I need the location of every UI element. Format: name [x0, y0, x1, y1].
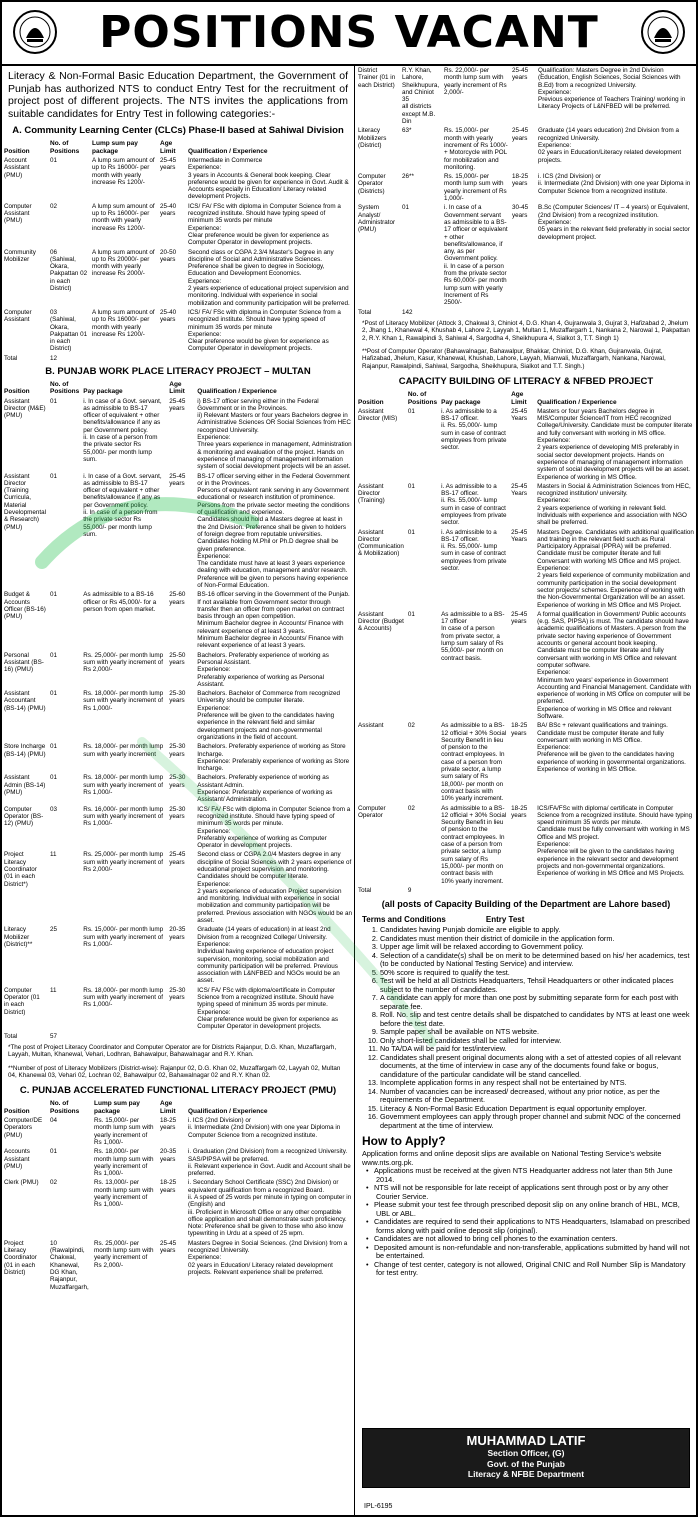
cell-no: 01 [50, 743, 58, 751]
total-value: 57 [50, 1032, 58, 1040]
section-d-title: CAPACITY BUILDING OF LITERACY & NFBED PROJECT [398, 376, 654, 388]
cell-age: 18-25 years [512, 173, 529, 188]
section-c-table [2, 1099, 354, 1291]
table-row [356, 610, 696, 721]
cell-position: System Analyst/ Administrator (PMU) [358, 204, 396, 234]
how-to-apply-item: • Applications must be received at the given NTS Headquarter address not later than 5th June 2014. [376, 1167, 690, 1184]
cell-qual: Bachelors. Preferably experience of working as Personal Assistant. Experience: Preferably experience of working as Personal Assistant. [197, 651, 329, 688]
cell-no: 02 [50, 202, 58, 210]
table-row [2, 1178, 354, 1238]
cell-age: 25-45 years [512, 67, 529, 82]
table-row [356, 721, 696, 803]
cell-position: Computer Operator (Districts) [358, 173, 386, 195]
cell-pay: Rs. 18,000/- per month lump sum with yearly increment [83, 743, 164, 758]
cell-age: 18-25 years [511, 804, 528, 819]
table-row [2, 397, 354, 472]
section-a-title: A. Community Learning Center (CLCs) Phase-II based at Sahiwal Division [12, 125, 344, 137]
cell-pay: As admissible to a BS-12 official + 30% Social Security Benefit in lieu of pension to the contract employees. In case of a person from private sector, a lump sum salary of Rs 15,000/- per month on contract basis with 10% yearly increment. [441, 804, 507, 885]
total-label: Total [358, 308, 372, 316]
table-row [2, 773, 354, 804]
cell-position: Computer Assistant (PMU) [4, 202, 32, 225]
cell-qual: Masters Degree. Candidates with additional qualification and training in the relevant field such as Rural Participatory Appraisal (PPRA) will be preferred. Candidate must be computer literate and full Conversant with working MS Office and MS project. Experience: 2 years field experience of community mobilization and community participation in the social development sector projects/ schemes. Experience of working with the Non-Governmental Organization will be an asset. Experience of working in MS Office and MS Project. [537, 528, 694, 609]
cell-pay: As admissible to a BS-12 official + 30% Social Security Benefit in lieu of pension to the contract employees. In case of a person from private sector, a lump sum salary of Rs 18,000/- per month on contract basis with 10% yearly increment. [441, 722, 507, 803]
cell-position: Accounts Assistant (PMU) [4, 1148, 30, 1170]
terms-item: 12. Candidates shall present original documents along with a set of attested copies of all relevant documents, at the time of interview in case any of the documents found fake or bogus, candidature of the particular candidate will be stand cancelled. [380, 1054, 690, 1080]
cell-no: 04 [50, 1117, 58, 1125]
cell-qual: i. Secondary School Certificate (SSC) 2nd Division) or equivalent qualification from a recognized Board. ii. A speed of 25 words per minute in typing on computer in (English) and iii. Proficient in Microsoft Office or any other compatible office application and shall demonstrate such proficiency. Note: Preference shall be given to those who also know typewriting in Urdu at a speed of 25 wpm. [188, 1179, 352, 1238]
cell-qual: ICS/FA/FSc with diploma/ certificate in Computer Science from a recognized institute. Should have typing speed minimum 35 words per minute. Candidate must be fully conversant with working in MS Office and MS project. Experience: Preference will be given to the candidates having experience in the relevant sector and development projects and non-governmental organizations. Experience of working in MS Office and MS Projects. [537, 804, 693, 878]
cell-pay: Rs. 25,000/- per month lump sum with yearly increment of Rs 2,000/- [83, 651, 164, 674]
cell-no: 01 [50, 1148, 58, 1156]
table-row [356, 203, 696, 307]
signatory-name: MUHAMMAD LATIF [466, 1433, 586, 1448]
col-no: No. of Positions [50, 140, 80, 155]
cell-position: Computer Operator (01 in each District) [4, 986, 40, 1016]
terms-item: 6. Test will be held at all Districts Headquarters, Tehsil Headquarters or other indicated places subject to the number of candidates. [380, 977, 690, 994]
total-value: 9 [407, 886, 412, 894]
signature-block [362, 1428, 690, 1488]
col-no: No. of Positions [407, 391, 438, 406]
col-no: No. of Positions [50, 1100, 80, 1115]
cell-pay: As admissible to a BS-17 officer In case of a person from private sector, a lump sum salary of Rs 55,000/- per month on contract basis. [441, 610, 505, 662]
cell-age: 25-45 years [160, 1239, 177, 1255]
table-row [356, 528, 696, 610]
terms-item: 5. 50% score is required to qualify the test. [380, 969, 690, 978]
table-row [2, 1116, 354, 1147]
col-qual: Qualification / Experience [188, 147, 268, 155]
col-age: Age Limit [169, 380, 185, 396]
cell-no: 63* [402, 127, 412, 135]
cell-no: 01 [50, 472, 58, 480]
cell-age: 20-35 years [169, 926, 186, 941]
table-row [2, 472, 354, 591]
col-pay: Lump sum pay package [92, 140, 138, 155]
cell-position: Assistant Admin (BS-14) (PMU) [4, 774, 46, 797]
col-pay: Pay package [83, 388, 123, 396]
right-column [356, 66, 696, 1516]
cell-qual: i) BS-17 officer serving either in the Federal Government or in the Provinces. ii) Relevant Masters or four years Bachelors degree in Administrative Sciences OR Social Sciences from HEC recognized University. Experience: Three years experience in management, Administration & monitoring and evaluation of the project. Hands on experience of managing of management information system of social development projects will be an asset. [197, 397, 352, 471]
cell-qual: ICS/ FA/ FSc with diploma in Computer Science from a recognized institute. Should have typing speed of minimum 35 words per minute Experience: Clear preference would be given for experience as Computer Operator in development projects. [188, 308, 341, 353]
how-to-apply-item: • NTS will not be responsible for late receipt of applications sent through post or by any other Courier Service. [376, 1184, 690, 1201]
cell-no: 01 [50, 690, 58, 698]
terms-list [356, 926, 696, 1130]
cell-age: 20-35 years [160, 1148, 177, 1163]
cell-position: Assistant Accountant (BS-14) (PMU) [4, 690, 46, 712]
terms-item: 15. Literacy & Non-Formal Basic Education Department is equal opportunity employer. [380, 1105, 690, 1114]
cell-pay: i. As admissible to a BS-17 officer. ii. Rs. 55,000/- lump sum in case of contract employees from private sector. [441, 407, 507, 452]
section-b-note-2: **Number of post of Literacy Mobilizers (District-wise): Rajanpur 02, D.G. Khan 02, Muzaffargarh 02, Layyah 02, Multan 04, Khanewal 03, Vehari 02, Lochran 02, Bahawalpur 02, Bahawalnagar 02 and R.Y. Khan 02. [8, 1064, 341, 1080]
cell-position: Personal Assistant (BS-16) (PMU) [4, 651, 44, 674]
cell-age: 25-45 years [169, 851, 186, 866]
cell-age: 25-40 years [160, 308, 177, 324]
cell-no: 01 [50, 774, 58, 782]
cell-position: District Trainer (01 in each District) [358, 67, 396, 89]
cell-qual: i. Graduation (2nd Division) from a recognized University. SAS/PIPSA will be preferred. ii. Relevant experience in Govt. Audit and Account shall be preferred. [188, 1148, 351, 1178]
cell-pay: Rs. 18,000/- per month lump sum with yearly increment of Rs 1,000/- [83, 774, 164, 797]
terms-item: 2. Candidates must mention their district of domicile in the application form. [380, 935, 690, 944]
cell-no: R.Y. Khan, Lahore, Sheikhupura, and Chiniot 35 all districts except M.B. Din [402, 67, 440, 126]
cell-no: 11 [50, 851, 57, 859]
terms-item: 13. Incomplete application forms in any respect shall not be entertained by NTS. [380, 1079, 690, 1088]
terms-item: 7. A candidate can apply for more than one post by submitting separate form for each post with separate fee. [380, 994, 690, 1011]
how-to-apply-item: • Candidates are required to send their applications to NTS Headquarters, Islamabad on prescribed forms along with paid online deposit slip (original). [376, 1218, 690, 1235]
col-age: Age Limit [160, 1100, 176, 1115]
cell-no: 01 [407, 528, 415, 536]
col-pay: Lump sum pay package [94, 1100, 140, 1115]
cell-no: 06 (Sahiwal, Okara, Pakpattan 02 in each District) [50, 248, 88, 293]
continued-table [356, 66, 696, 317]
cell-age: 30-45 years [512, 204, 529, 219]
cell-position: Computer Operator [358, 804, 386, 819]
total-value: 12 [50, 354, 58, 362]
cell-pay: Rs. 22,000/- per month lump sum with yearly increment of Rs 2,000/- [444, 67, 507, 96]
terms-item: 11. No TA/DA will be paid for test/interview. [380, 1045, 690, 1054]
cell-pay: A lump sum amount of up to Rs 16000/- per month with yearly increase Rs 1200/- [92, 308, 155, 338]
table-row [2, 986, 354, 1032]
cell-qual: Graduate (14 years of education) in at least 2nd Division from a recognized College/ University. Experience: Individual having experience of education project supervision, monitoring, social mobilization and community participation will be preferred. Previous association with L&NFBED and NGOs would be an asset. [197, 926, 340, 985]
cell-pay: Rs. 16,000/- per month lump sum with yearly increment of Rs 1,000/- [83, 805, 164, 828]
how-to-apply-item: • Please submit your test fee through prescribed deposit slip on any online branch of HBL, MCB, UBL or ABL. [376, 1201, 690, 1218]
section-b-note-1: *The post of Project Literacy Coordinator and Computer Operator are for Districts Rajanpur, D.G. Khan, Muzaffargarh, Layyah, Multan, Khanewal, Vehari, Lodhran, Bahawalpur, Bahawalnagar and R.Y. Khan. [8, 1043, 337, 1059]
table-row [2, 805, 354, 851]
cell-no: 01 [50, 591, 58, 599]
col-qual: Qualification / Experience [197, 388, 277, 396]
table-row [2, 850, 354, 925]
table-row [356, 172, 696, 203]
terms-item: 9. Sample paper shall be available on NTS website. [380, 1028, 690, 1037]
total-value: 142 [402, 308, 413, 316]
cell-position: Assistant Director (MIS) [358, 407, 398, 423]
cell-pay: Rs. 25,000/- per month lump sum with yearly increment of Rs 2,000/- [83, 851, 164, 873]
total-row [2, 1032, 354, 1041]
section-b-table [2, 380, 354, 1041]
cell-no: 01 [402, 204, 410, 212]
left-column [2, 66, 355, 1516]
cell-age: 25-45 years [160, 156, 177, 172]
col-qual: Qualification / Experience [537, 398, 617, 406]
cell-qual: Bachelors. Preferably experience of working as Assistant Admin. Experience: Preferably experience of working as Assistant/ Administration. [197, 774, 333, 804]
cell-age: 25-30 years [169, 743, 186, 758]
table-row [356, 126, 696, 172]
terms-item: 8. Roll. No. slip and test centre details shall be dispatched to candidates by NTS at least one week before the test date. [380, 1011, 690, 1028]
cell-qual: Graduate (14 years education) 2nd Division from a recognized University. Experience: 02 years in Education/Literacy related development projects. [538, 127, 682, 164]
cell-no: 03 [50, 805, 58, 813]
cell-no: 26** [402, 173, 414, 181]
cell-pay: A lump sum amount of up to Rs 16000/- per month with yearly increase Rs 1200/- [92, 156, 155, 186]
cell-qual: BA/ BSc + relevant qualifications and trainings. Candidate must be computer literate and fully conversant with working in MS Office. Experience: Preference will be given to the candidates having experience of working in governmental organizations. Experience of working in MS Office. [537, 722, 686, 774]
signatory-department: Literacy & NFBE Department [467, 1469, 585, 1479]
cell-position: Assistant [358, 722, 384, 730]
cell-pay: Rs. 15,000/- per month with yearly increment of Rs 1000/- + Motorcycle with POL for mobilization and monitoring. [444, 127, 508, 171]
col-age: Age Limit [160, 140, 176, 155]
how-to-apply-item: • Deposited amount is non-refundable and non-transferable, applications submitted by hand will not be entertained. [376, 1244, 690, 1261]
table-row [2, 156, 354, 202]
cell-age: 25-40 years [160, 202, 177, 218]
section-c-title: C. PUNJAB ACCELERATED FUNCTIONAL LITERACY PROJECT (PMU) [19, 1085, 337, 1097]
table-row [356, 804, 696, 886]
cell-age: 25-30 years [169, 986, 186, 1002]
section-a-table [2, 139, 354, 363]
cell-qual: Qualification: Masters Degree in 2nd Division (Education, English Sciences, Social Sciences with B.Ed) from a recognized University. Experience: Previous experience of Teachers Training/ working in Literacy Projects of L&NFBED will be preferred. [538, 67, 686, 111]
lahore-note: (all posts of Capacity Building of the Department are Lahore based) [381, 899, 671, 910]
section-b-title: B. PUNJAB WORK PLACE LITERACY PROJECT – MULTAN [45, 365, 311, 377]
cell-no: 02 [50, 1179, 58, 1187]
cell-position: Budget & Accounts Officer (BS-16) (PMU) [4, 591, 46, 621]
table-row [356, 482, 696, 528]
cell-pay: i. As admissible to a BS-17 officer. ii. Rs. 55,000/- lump sum in case of contract employees from private sector. [441, 528, 507, 573]
cell-position: Assistant Director (Communication & Mobilization) [358, 528, 404, 558]
total-label: Total [4, 354, 18, 362]
col-pay: Pay package [441, 398, 481, 406]
table-row [2, 308, 354, 354]
terms-item: 14. Number of vacancies can be increased/ decreased, without any prior notice, as per the requirements of the Department. [380, 1088, 690, 1105]
page-title: POSITIONS VACANT [99, 7, 599, 58]
cell-pay: A lump sum amount of up to Rs 20000/- per month with yearly increase Rs 2000/- [92, 248, 155, 278]
col-position: Position [4, 147, 30, 155]
total-row [2, 354, 354, 363]
cell-age: 25-30 years [169, 774, 186, 789]
cell-pay: i. As admissible to a BS-17 officer. ii. Rs. 55,000/- lump sum in case of contract employees from private sector. [441, 482, 507, 527]
cell-position: Assistant Director (M&E) (PMU) [4, 397, 46, 420]
cell-age: 25-50 years [169, 651, 186, 666]
terms-item: 1. Candidates having Punjab domicile are eligible to apply. [380, 926, 690, 935]
how-to-apply-title: How to Apply? [362, 1134, 446, 1149]
cell-age: 25-30 years [169, 690, 186, 705]
cell-qual: Second class or CGPA 2.3/4 Master's Degree in any discipline of Social and Administrative Sciences. Preference shall be given to degree in Sociology, Education and Development Economics. Experience: 2 years experience of educational project supervision and monitoring. Individual with experience in social mobilization and community participation will be preferred. [188, 248, 350, 307]
cell-no: 01 [50, 397, 58, 405]
table-row [356, 407, 696, 482]
signatory-designation: Section Officer, (G) [487, 1448, 565, 1458]
ipl-number: IPL-6195 [364, 1503, 393, 1510]
cell-pay: Rs. 18,000/- per month lump sum with yearly increment of Rs 1,000/- [83, 690, 164, 712]
cell-qual: ICS/ FA/ FSc with diploma in Computer Science from a recognized institute. Should have typing speed of minimum 35 words per minute Experience: Clear preference would be given for experience as Computer Operator in development projects. [188, 202, 341, 247]
total-label: Total [358, 886, 372, 894]
cell-qual: Bachelors. Preferably experience of working as Store Incharge. Experience: Preferably experience of working as Store Incharge. [197, 743, 350, 773]
cell-position: Project Literacy Coordinator (01 in each District) [4, 1239, 37, 1276]
table-row [2, 742, 354, 773]
cell-position: Computer/DE Operators (PMU) [4, 1117, 43, 1139]
cell-qual: Second class or CGPA 2.0/4 Masters degree in any discipline of Social Sciences with 2 years experience of educational project supervision and monitoring. Candidates should be computer literate. Experience: 2 years experience of education Project supervision and monitoring. Individual with experience in social mobilization and community participation will be preferred. Previous association with NGOs would be an asset. [197, 851, 352, 925]
cell-qual: i. ICS (2nd Division) or ii. Intermediate (2nd Division) with one year Diploma in Computer Science from a recognized institute. [538, 173, 691, 195]
punjab-government-logo-icon [640, 8, 686, 56]
col-qual: Qualification / Experience [188, 1107, 268, 1115]
cell-position: Community Mobilizer [4, 248, 36, 263]
cell-qual: ICS/ FA/ FSc with diploma/certificate in Computer Science from a recognized institute. Should have typing speed of minimum 35 words per minute. Experience: Clear preference would be given for experience as Computer Operator in development projects. [197, 986, 338, 1031]
cell-position: Account Assistant (PMU) [4, 156, 30, 179]
ad-header [2, 2, 696, 66]
total-label: Total [4, 1032, 18, 1040]
col-position: Position [4, 388, 30, 396]
cell-position: Literacy Mobilizer (District)** [4, 926, 33, 948]
cell-no: 01 [50, 651, 58, 659]
right-note-2: **Post of Computer Operator (Bahawalnagar, Bahawalpur, Bhakkar, Chiniot, D.G. Khan, Gujranwala, Gujrat, Hafizabad, Jhelum, Kasur, Khanewal, Khushab, Lahore, Layyah, Mianwali, Muzaffargarh, Nankana, Narowal, Rajanpur, Rawalpindi, Sahiwal, Sargodha, Sheikhupura, Sialkot and T.T. Singh.) [362, 348, 666, 370]
cell-pay: i. In case of a Govt. servant, as admissible to BS-17 officer of equivalent + other benefits/allowance if any as per Government policy. ii. In case of a person from the private sector Rs 55,000/- per month lump sum. [83, 397, 162, 463]
cell-no: 01 [407, 482, 415, 490]
table-header-row [2, 139, 354, 156]
cell-pay: Rs. 25,000/- per month lump sum with yearly increment of Rs 2,000/- [94, 1239, 154, 1269]
terms-item: 3. Upper age limit will be relaxed according to Government policy. [380, 943, 690, 952]
table-row [2, 202, 354, 248]
total-row [356, 886, 696, 895]
cell-position: Computer Operator (BS-12) (PMU) [4, 805, 44, 828]
cell-age: 25-60 years [169, 591, 186, 606]
cell-age: 20-50 years [160, 248, 177, 263]
terms-item: 16. Government employees can apply through proper channel and submit NOC of the concerned department at the time of interview. [380, 1113, 690, 1130]
cell-age: 18-25 years [160, 1117, 177, 1132]
cell-qual: BS-16 officer serving in the Government of the Punjab. If not available from Government sector through transfer then an officer from open market on contract basis through an open competition. Minimum Bachelor degree in Accounts/ Finance with relevant experience of at least 3 years. Minimum Bachelor degree in Accounts/ Finance with relevant experience of at least 3 years. [197, 591, 350, 650]
table-row [2, 1239, 354, 1292]
cell-age: 25-45 years [169, 472, 186, 487]
cell-pay: i. In case of a Govt. servant, as admissible to BS-17 officer of equivalent + other benefits/allowance if any as per Government policy. ii. In case of a person from the private sector Rs 55,000/- per month lump sum. [83, 472, 162, 538]
col-position: Position [4, 1107, 30, 1115]
cell-age: 25-45 Years [511, 528, 528, 543]
cell-position: Clerk (PMU) [4, 1179, 39, 1187]
cell-qual: Intermediate in Commerce Experience: 3 years in Accounts & General book keeping. Clear preference would be given for experience in Govt. Audit & Accounts especially in Education/ Literacy related development Projects. [188, 156, 349, 201]
section-d-table [356, 390, 696, 895]
table-header-row [2, 380, 354, 397]
total-row [356, 308, 696, 317]
table-header-row [356, 390, 696, 407]
cell-qual: ICS/ FA/ FSc with diploma in Computer Science from a recognized institute. Should have typing speed of minimum 35 words per minute. Experience: Preferably experience of working as Computer Operator in development projects. [197, 805, 351, 850]
cell-qual: Masters Degree in Social Sciences. (2nd Division) from a recognized University. Experience: 02 years in Education/ Literacy related development projects. Relevant experience shall be preferred. [188, 1239, 348, 1276]
cell-qual: B.Sc (Computer Sciences/ IT – 4 years) or Equivalent, (2nd Division) from a recognized institution. Experience: 05 years in the relevant field preferably in social sector development project. [538, 204, 690, 241]
terms-item: 4. Selection of a candidate(s) shall be on merit to be determined based on his/ her academics, test (to be conducted by National Testing Service) and interview. [380, 952, 690, 969]
cell-age: 25-45 years [169, 397, 186, 412]
entry-test-label: Entry Test [485, 915, 525, 925]
cell-pay: Rs. 15,000/- per month lump sum with yearly increment of Rs 1,000/- [444, 173, 507, 203]
signatory-government: Govt. of the Punjab [487, 1458, 565, 1469]
cell-no: 25 [50, 926, 58, 934]
cell-pay: Rs. 13,000/- per month lump sum with yearly increment of Rs 1,000/- [94, 1179, 154, 1209]
right-note-1: *Post of Literacy Mobilizer (Attock 3, Chakwal 3, Chiniot 4, D.G. Khan 4, Gujranwala 3, Gujrat 3, Hafizabad 2, Jhelum 2, Jhang 1, Khanewal 4, Khushab 4, Lahore 2, Layyah 1, Multan 1, Muzaffargarh 1, Nankana 2, Narowal 1, Pakpattan 2, R.Y. Khan 1, Rawalpindi 3, Sahiwal 4, Sargodha 4, Sheikhupura 4, Sialkot 3, T.T. Singh 1) [362, 319, 690, 342]
cell-pay: i. In case of a Government servant as admissible to a BS-17 officer or equivalent + other benefits/allowance, if any, as per Government policy. ii. In case of a person from the private sector Rs 60,000/- per month lump sum with yearly Increment of Rs 2500/- [444, 204, 508, 307]
cell-no: 10 (Rawalpindi, Chakwal, Khanewal, DG Khan, Rajanpur, Muzaffargarh, [50, 1239, 89, 1291]
table-row [2, 590, 354, 650]
terms-item: 10. Only short-listed candidates shall be called for interview. [380, 1037, 690, 1046]
cell-pay: Rs. 18,000/- per month lump sum with yearly increment of Rs 1,000/- [83, 986, 164, 1009]
how-to-apply-list [356, 1167, 696, 1278]
terms-title: Terms and Conditions [362, 915, 446, 925]
cell-no: 03 (Sahiwal, Okara, Pakpattan 01 in each District) [50, 308, 88, 353]
table-row [356, 66, 696, 126]
cell-position: Computer Assistant [4, 308, 32, 324]
how-to-apply-intro: Application forms and online deposit slips are available on National Testing Service's website www.nts.org.pk. [362, 1149, 662, 1167]
cell-qual: A formal qualification in Government/ Public accounts (e.g. SAS, PIPSA) is must. The candidate should have academic qualifications of Masters. A person from the private sector having experience of Government accounts or general account book keeping. Candidate must be computer literate and fully conversant with working in MS Office and relevant computer software. Experience: Minimum two years' experience in Government Accounting and Financial Management. Candidate with experience of working in MS Office on computer will be preferred. Experience of working in MS Office and relevant Software. [537, 610, 692, 720]
cell-pay: A lump sum amount of up to Rs 16000/- per month with yearly increase Rs 1200/- [92, 202, 155, 232]
cell-age: 25-45 Years [511, 482, 528, 498]
cell-age: 25-45 years [511, 610, 528, 626]
cell-position: Assistant Director (Budget & Accounts) [358, 610, 404, 633]
cell-no: 01 [407, 407, 415, 415]
cell-pay: As admissible to a BS-16 officer or Rs 45,000/- for a person from open market. [83, 591, 157, 613]
cell-no: 02 [407, 722, 415, 730]
cell-age: 25-45 years [512, 127, 529, 142]
cell-position: Assistant Director (Training) [358, 482, 385, 505]
cell-position: Project Literacy Coordinator (01 in each District*) [4, 851, 37, 888]
col-position: Position [358, 398, 384, 406]
table-row [2, 689, 354, 742]
table-row [2, 925, 354, 985]
cell-age: 25-30 years [169, 805, 186, 820]
cell-qual: BS-17 officer serving either in the Federal Government or in the Provinces. Persons of equivalent rank serving in any Government educational or research institution of prominence. Persons from the private sector meeting the conditions of qualification and experience. Candidates should hold a Masters degree at least in the 2nd Division. Preference shall be given to holders of foreign degree from reputable universities. Candidates holding M.Phil or Ph.D degree shall be given preference. Experience: The candidate must have at least 3 years experience dealing with education, management and/or research. Preference will be given to persons having experience of Non-Formal Education. [197, 472, 350, 589]
col-no: No. of Positions [50, 380, 80, 396]
cell-pay: Rs. 15,000/- per month lump sum with yearly increment of Rs 1,000/- [94, 1117, 154, 1146]
cell-qual: Bachelors. Bachelor of Commerce from recognized University should be computer literate. Experience: Preference will be given to the candidates having experience in the relevant field and similar development projects and non-governmental organizations in the field of account. [197, 690, 341, 741]
cell-age: 25-45 Years [511, 407, 528, 423]
cell-no: 01 [407, 610, 415, 618]
intro-paragraph: Literacy & Non-Formal Basic Education Department, the Government of Punjab has authorized NTS to conduct Entry Test for the recruitment of project post of different projects. The NTS invites the applications from suitable candidates for Entry Test in following categories:- [8, 70, 348, 120]
table-header-row [2, 1099, 354, 1116]
cell-position: Assistant Director (Training Curricula, Material Developmental & Research) (PMU) [4, 472, 47, 531]
cell-qual: Masters or four years Bachelors degree in MIS/Computer Science/IT from HEC recognized College/University. Candidate must be computer literate and fully conversant with working in MS office. Experience: 2 years experience of developing MIS preferably in social sector development projects. Hands on experience of managing of management information system of social development projects will be an asset. Experience of working in MS Office. [537, 407, 693, 481]
cell-no: 11 [50, 986, 57, 994]
cell-position: Literacy Mobilizers (District) [358, 127, 387, 149]
table-row [2, 248, 354, 308]
cell-no: 02 [407, 804, 415, 812]
how-to-apply-item: • Candidates are not allowed to bring cell phones to the examination centers. [376, 1235, 690, 1244]
punjab-government-logo-icon [12, 8, 58, 56]
table-row [2, 651, 354, 689]
cell-qual: Masters in Social & Administration Sciences from HEC, recognized institution/ university. Experience: 2 years experience of working in relevant field. Individuals with experience and association with NGO shall be preferred. [537, 482, 691, 527]
col-age: Age Limit [511, 391, 527, 406]
cell-qual: i. ICS (2nd Division) or ii. Intermediate (2nd Division) with one year Diploma in Computer Science from a recognized institute. [188, 1117, 341, 1139]
cell-no: 01 [50, 156, 58, 164]
cell-pay: Rs. 18,000/- per month lump sum with yearly increment of Rs 1,000/- [94, 1148, 154, 1178]
how-to-apply-item: • Change of test center, category is not allowed, Original CNIC and Roll Number Slip is Mandatory for test entry. [376, 1261, 690, 1278]
cell-pay: Rs. 15,000/- per month lump sum with yearly increment of Rs 1,000/- [83, 926, 164, 948]
cell-age: 18-25 years [511, 722, 528, 737]
cell-age: 18-25 years [160, 1179, 177, 1194]
cell-position: Store Incharge (BS-14) (PMU) [4, 743, 46, 758]
table-row [2, 1147, 354, 1178]
